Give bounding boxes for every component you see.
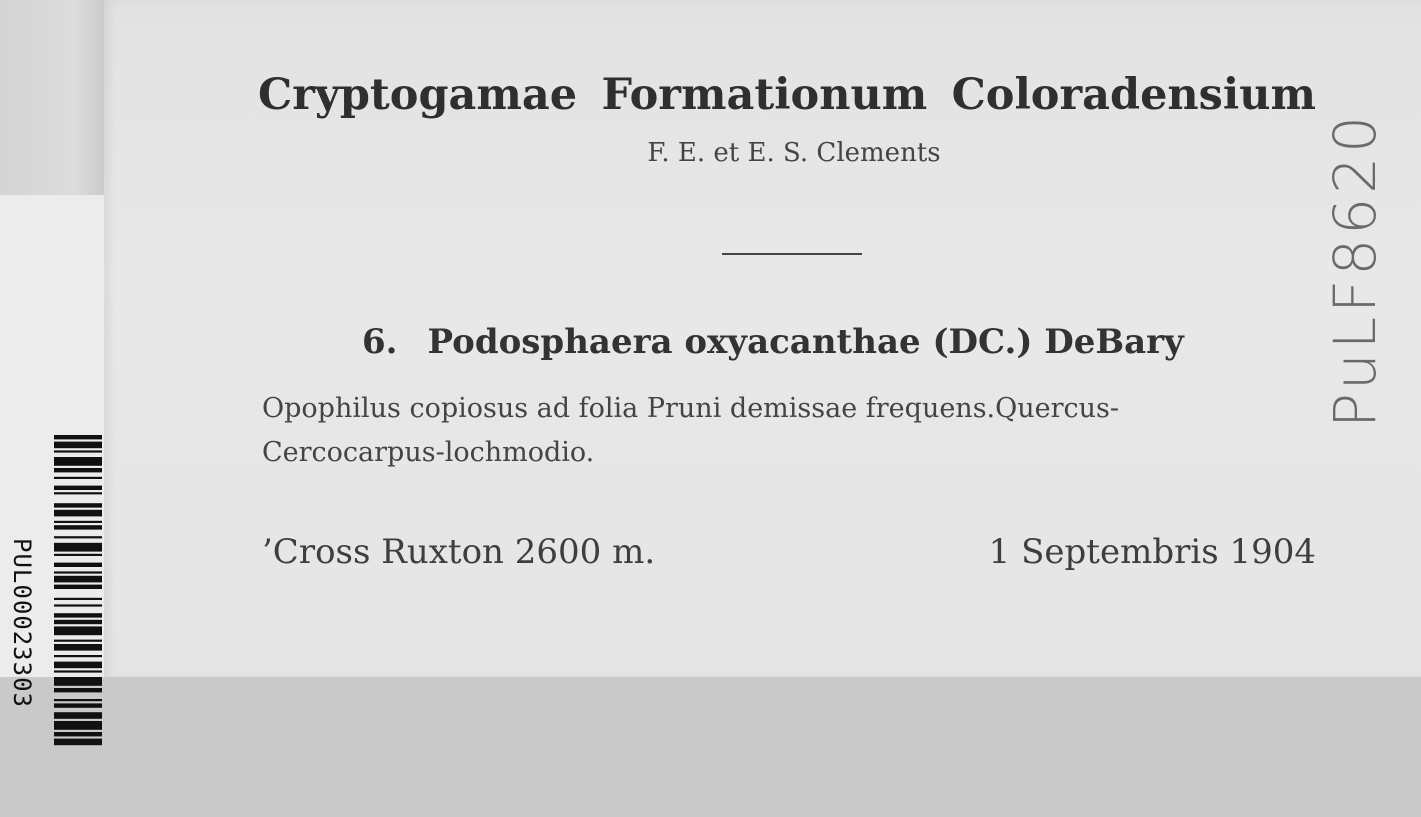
label-authors: F. E. et E. S. Clements bbox=[647, 138, 941, 168]
barcode-bar bbox=[54, 468, 102, 472]
barcode-bar bbox=[54, 604, 102, 606]
barcode-bar bbox=[54, 677, 102, 686]
barcode-bar bbox=[54, 620, 102, 624]
barcode-number: PUL00023303 bbox=[8, 538, 36, 708]
barcode-bar bbox=[54, 525, 102, 529]
barcode-sticker bbox=[0, 195, 108, 708]
barcode-bar bbox=[54, 521, 102, 523]
barcode-bar bbox=[54, 712, 102, 719]
barcode-bar bbox=[54, 450, 102, 452]
barcode-bar bbox=[54, 554, 102, 556]
barcode-bar bbox=[54, 644, 102, 651]
collection-date: 1 Septembris 1904 bbox=[988, 532, 1316, 572]
barcode-bar bbox=[54, 670, 102, 672]
species-name: Podosphaera oxyacanthae (DC.) DeBary bbox=[427, 322, 1184, 362]
barcode-bar bbox=[54, 699, 102, 701]
barcode-bar bbox=[54, 510, 102, 517]
barcode-bar bbox=[54, 688, 102, 692]
barcode-bar bbox=[54, 486, 102, 490]
barcode-bar bbox=[54, 626, 102, 635]
barcode-bar bbox=[54, 721, 102, 730]
title-word-2: Formationum bbox=[601, 70, 928, 120]
species-heading bbox=[362, 322, 1184, 362]
barcode-bar bbox=[54, 477, 102, 479]
barcode-bar bbox=[54, 563, 102, 567]
description-line-1 bbox=[262, 393, 1312, 424]
description-line-2: Cercocarpus-lochmodio. bbox=[262, 437, 595, 468]
barcode-bar bbox=[54, 503, 102, 507]
barcode-bar bbox=[54, 442, 102, 449]
title-word-1: Cryptogamae bbox=[258, 70, 578, 120]
barcode-bar bbox=[54, 613, 102, 617]
description-text-1: Opophilus copiosus ad folia Pruni demissae frequens.Quercus- bbox=[262, 393, 1120, 424]
barcode-bar bbox=[54, 655, 102, 657]
barcode-bar bbox=[54, 598, 102, 600]
title-word-3: Coloradensium bbox=[951, 70, 1316, 120]
barcode-bar bbox=[54, 492, 102, 494]
barcode-bar bbox=[54, 576, 102, 583]
barcode-bars bbox=[52, 433, 104, 813]
barcode-bar bbox=[54, 435, 102, 439]
locality: ’Cross Ruxton 2600 m. bbox=[262, 532, 656, 572]
barcode-bar bbox=[54, 457, 102, 466]
barcode-bar bbox=[54, 543, 102, 552]
barcode-bar bbox=[54, 536, 102, 538]
label-title bbox=[258, 70, 1316, 120]
barcode-bar bbox=[54, 732, 102, 736]
barcode-bar bbox=[54, 739, 102, 746]
barcode-bar bbox=[54, 585, 102, 589]
barcode-bar bbox=[54, 640, 102, 642]
barcode-bar bbox=[54, 662, 102, 669]
divider-rule bbox=[722, 253, 862, 255]
barcode-bar bbox=[54, 703, 102, 707]
species-number: 6. bbox=[362, 322, 398, 362]
handwritten-catalog-number: PuLF8620 bbox=[1321, 112, 1389, 428]
barcode bbox=[52, 433, 104, 813]
barcode-bar bbox=[54, 571, 102, 573]
